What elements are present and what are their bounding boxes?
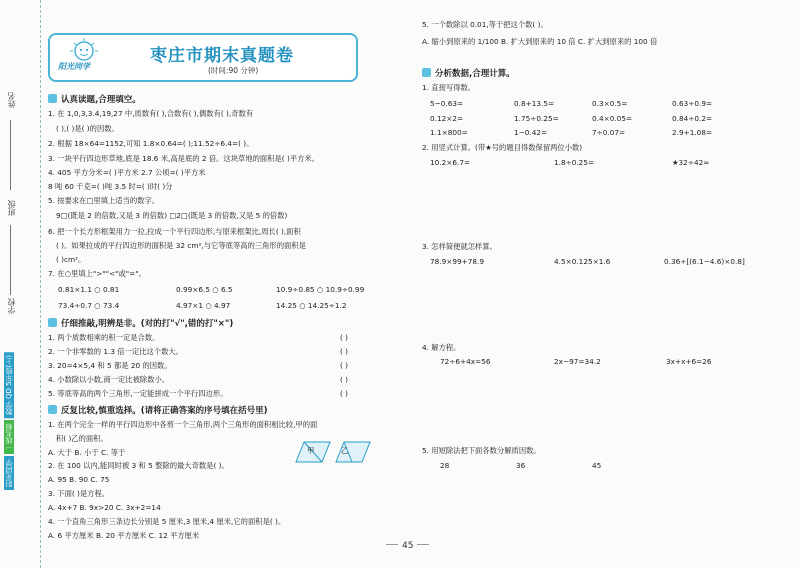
factor-item: 28 [440,461,450,470]
compare-item: 4.97×1 ○ 4.97 [176,301,231,310]
choice-options: A. 95 B. 90 C. 75 [48,475,110,484]
equation-item: 72÷6+4x=56 [440,357,491,366]
equation-item: 3x+x+6=26 [666,357,712,366]
page-number: 45 [382,541,433,551]
simplify-item: 78.9×99+78.9 [430,257,485,266]
tf-question: 2. 一个非零数的 1.3 倍一定比这个数大。 [48,347,183,356]
tf-answer-blank: ( ) [340,375,349,384]
oral-item: 0.12×2= [430,114,464,123]
q1-line: ( ),( )是( )的因数。 [56,124,119,133]
compare-item: 0.99×6.5 ○ 6.5 [176,285,233,294]
section-heading-choice: 反复比较,慎重选择。(请将正确答案的序号填在括号里) [48,404,268,416]
oral-item: 0.4×0.05= [592,114,633,123]
class-label: 班级 [7,200,16,216]
tf-answer-blank: ( ) [340,389,349,398]
oral-item: 1.1×800= [430,128,468,137]
page-title: 枣庄市期末真题卷 [150,46,294,66]
section-heading-truefalse: 仔细推敲,明辨是非。(对的打"√",错的打"×") [48,317,233,329]
section-icon [422,68,431,77]
vertical-calc-item: ★32÷42≈ [672,158,710,167]
class-line [10,225,11,295]
oral-item: 2.9+1.08= [672,128,713,137]
simplify-item: 0.36÷[(6.1−4.6)×0.8] [664,257,745,266]
choice-line: 1. 在两个完全一样的平行四边形中各剪一个三角形,两个三角形的面积相比较,甲的面 [48,420,318,429]
calc-subtitle: 1. 直接写得数。 [422,83,476,92]
q5-line: 9□(既是 2 的倍数,又是 3 的倍数) □2□(既是 3 的倍数,又是 5 的倍数) [56,211,288,220]
choice-line: 积( )乙的面积。 [56,434,108,443]
tf-answer-blank: ( ) [340,333,349,342]
calc-subtitle: 2. 用竖式计算。(带★号的题目得数保留两位小数) [422,143,583,152]
parallelogram-figures [290,440,376,464]
section-icon [48,94,57,103]
choice-options: A. 大于 B. 小于 C. 等于 [48,448,126,457]
calc-subtitle: 5. 用短除法把下面各数分解质因数。 [422,446,541,455]
factor-item: 45 [592,461,602,470]
q7-line: 7. 在○里填上">""<"或"="。 [48,269,146,278]
choice-line: 5. 一个数除以 0.01,等于把这个数( )。 [422,20,548,29]
brand-label-1: 阳光同学 [4,456,14,490]
choice-options: A. 缩小到原来的 1/100 B. 扩大到原来的 10 倍 C. 扩大到原来的 100 倍 [422,37,658,46]
oral-item: 0.63÷0.9= [672,99,713,108]
calc-subtitle: 4. 解方程。 [422,343,461,352]
name-label: 姓名 [7,92,16,108]
brand-strip [4,352,18,528]
brand-label-2: 一线名师 [4,420,14,454]
q6-line: 6. 把一个长方形框架用力一拉,拉成一个平行四边形,与原来框架比,周长( ),面积 [48,227,301,236]
vertical-calc-item: 1.8÷0.25= [554,158,595,167]
compare-item: 73.4÷0.7 ○ 73.4 [58,301,120,310]
choice-line: 3. 下面( )是方程。 [48,489,110,498]
title-banner [48,33,358,82]
logo-text: 阳光同学 [58,62,90,71]
binding-gutter [0,0,41,568]
compare-item: 10.9÷0.85 ○ 10.9÷0.99 [276,285,365,294]
right-page [400,0,800,568]
simplify-item: 4.5×0.125×1.6 [554,257,611,266]
calc-subtitle: 3. 怎样简便就怎样算。 [422,242,497,251]
choice-options: A. 4x+7 B. 9x>20 C. 3x+2=14 [48,503,161,512]
q3-line: 3. 一块平行四边形草地,底是 18.6 米,高是底的 2 倍。这块草地的面积是( )平方米。 [48,154,320,163]
vertical-calc-item: 10.2×6.7= [430,158,471,167]
q4-line: 8 吨 60 千克=( )吨 3.5 时=( )时( )分 [48,182,173,191]
figure-label-yi: 乙 [341,446,349,455]
oral-item: 5−0.63= [430,99,464,108]
tf-question: 5. 等底等高的两个三角形,一定能拼成一个平行四边形。 [48,389,228,398]
section-icon [48,318,57,327]
q2-line: 2. 根据 18×64=1152,可知 1.8×0.64=( );11.52÷6.4=( )。 [48,139,254,148]
compare-item: 0.81×1.1 ○ 0.81 [58,285,120,294]
tf-question: 4. 小数除以小数,商一定比被除数小。 [48,375,170,384]
q6-line: ( )。如果拉成的平行四边形的面积是 32 cm²,与它等底等高的三角形的面积是 [56,241,306,250]
factor-item: 36 [516,461,526,470]
choice-options: A. 6 平方厘米 B. 20 平方厘米 C. 12 平方厘米 [48,531,200,540]
section-heading-fill: 认真读题,合理填空。 [48,93,141,105]
tf-answer-blank: ( ) [340,361,349,370]
section-heading-calc: 分析数据,合理计算。 [422,67,515,79]
oral-item: 1.75÷0.25= [514,114,559,123]
q5-line: 5. 按要求在□里填上适当的数字。 [48,196,160,205]
q6-line: ( )cm²。 [56,255,86,264]
choice-line: 2. 在 100 以内,能同时被 3 和 5 整除的最大奇数是( )。 [48,461,229,470]
oral-item: 0.3×0.5= [592,99,628,108]
section-icon [48,405,57,414]
figure-label-jia: 甲 [307,446,315,455]
oral-item: 0.8+13.5= [514,99,555,108]
oral-item: 0.84÷0.2= [672,114,713,123]
choice-line: 4. 一个直角三角形三条边长分别是 5 厘米,3 厘米,4 厘米,它的面积是( )。 [48,517,286,526]
equation-item: 2x−97=34.2 [554,357,601,366]
q4-line: 4. 405 平方分米=( )平方米 2.7 公顷=( )平方米 [48,168,206,177]
time-limit: (时间:90 分钟) [208,66,259,75]
oral-item: 7÷0.07= [592,128,626,137]
tf-answer-blank: ( ) [340,347,349,356]
school-label: 学校 [7,298,16,314]
tf-question: 1. 两个质数相乘的积一定是合数。 [48,333,160,342]
oral-item: 1−0.42= [514,128,548,137]
name-line [10,120,11,190]
compare-item: 14.25 ○ 14.25÷1.2 [276,301,347,310]
subject-label: 数学 QD 5年级(上) [4,352,14,418]
tf-question: 3. 20=4×5,4 和 5 都是 20 的因数。 [48,361,172,370]
q1-line: 1. 在 1,0,3,3.4,19,27 中,质数有( ),合数有( ),偶数有( ),奇数有 [48,109,254,118]
